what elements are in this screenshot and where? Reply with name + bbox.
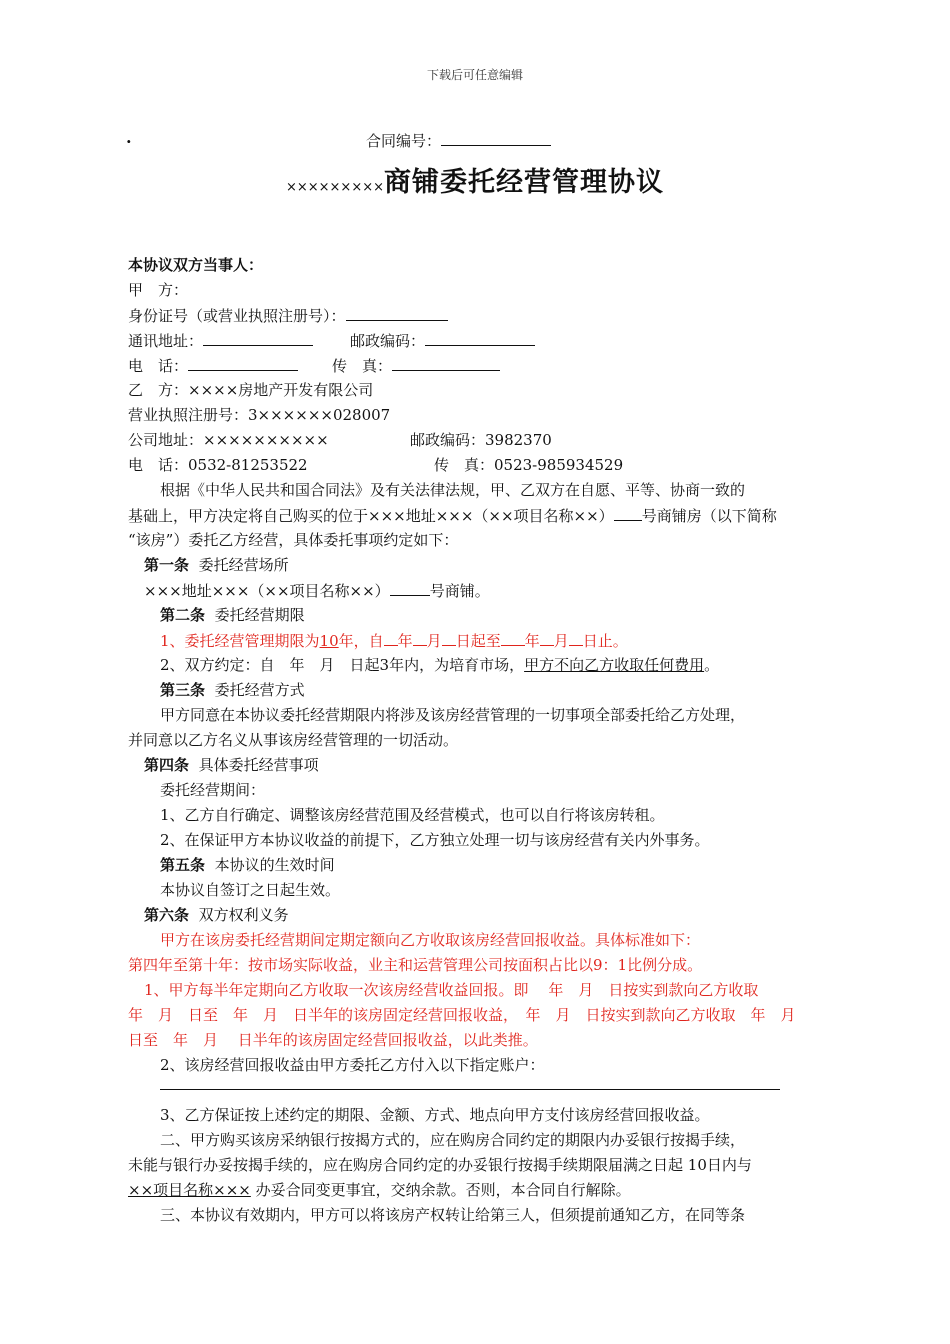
- article-1-text: [144, 580, 490, 601]
- party-a-fax-row: [332, 355, 500, 376]
- party-b-license: 营业执照注册号：3××××××028007: [128, 406, 391, 424]
- article-3-line-2: 并同意以乙方名义从事该房经营管理的一切活动。: [128, 731, 459, 749]
- art2-end-month-blank[interactable]: [540, 630, 554, 646]
- article-4-title: 第四条: [144, 756, 190, 774]
- para-2-line-2: 未能与银行办妥按揭手续的，应在购房合同约定的办妥银行按揭手续期限届满之日起 10日内与: [128, 1156, 752, 1174]
- para-2-line-3-rest: 办妥合同变更事宜，交纳余款。否则，本合同自行解除。: [250, 1181, 631, 1199]
- article-4-item-2: 2、在保证甲方本协议收益的前提下，乙方独立处理一切与该房经营有关内外事务。: [160, 831, 710, 849]
- title-prefix: ×××××××××: [285, 180, 385, 195]
- party-a-phone-row: [128, 355, 298, 376]
- party-b-address: 公司地址：××××××××××: [128, 431, 329, 449]
- para-2-project-name: ××项目名称×××: [128, 1181, 251, 1199]
- parties-heading: 本协议双方当事人：: [128, 256, 264, 274]
- intro-shop-number-blank[interactable]: [614, 505, 642, 521]
- contract-number: [366, 130, 551, 151]
- party-a-id-label: 身份证号（或营业执照注册号）：: [128, 307, 346, 325]
- party-a-phone-label: 电 话：: [128, 357, 189, 375]
- article-6-item-2: 2、该房经营回报收益由甲方委托乙方付入以下指定账户：: [160, 1056, 545, 1074]
- article-4-name: 具体委托经营事项: [198, 756, 319, 774]
- party-a-id-blank[interactable]: [346, 305, 448, 321]
- intro-line-2a: 基础上，甲方决定将自己购买的位于×××地址×××（××项目名称××）: [128, 507, 614, 525]
- art2-item1-g: 月: [553, 632, 569, 650]
- account-blank-line[interactable]: [160, 1089, 780, 1090]
- art2-item1-c: 年: [397, 632, 413, 650]
- art2-start-month-blank[interactable]: [413, 630, 427, 646]
- bullet-dot: .: [126, 128, 132, 147]
- para-2-line-1: 二、甲方购买该房采纳银行按揭方式的，应在购房合同约定的期限内办妥银行按揭手续，: [160, 1131, 746, 1149]
- article-2-title: 第二条: [160, 606, 206, 624]
- article-2-item-2: [160, 655, 719, 675]
- party-a-id-row: [128, 305, 448, 326]
- article-6-red-5: 日至 年 月 日半年的该房固定经营回报收益，以此类推。: [128, 1031, 538, 1049]
- title-main: 商铺委托经营管理协议: [384, 167, 665, 198]
- contract-number-blank[interactable]: [441, 130, 551, 146]
- article-1-title: 第一条: [144, 556, 190, 574]
- intro-line-2: [128, 505, 777, 526]
- art2-start-year-blank[interactable]: [384, 630, 398, 646]
- art2-end-year-blank[interactable]: [501, 630, 525, 646]
- party-a-postcode-row: [350, 330, 535, 351]
- art2-end-day-blank[interactable]: [569, 630, 583, 646]
- para-2-line-3: [128, 1180, 631, 1200]
- article-5-text: 本协议自签订之日起生效。: [160, 881, 341, 899]
- article-1-text-a: ×××地址×××（××项目名称××）: [144, 582, 390, 600]
- contract-number-label: 合同编号：: [366, 132, 442, 150]
- article-6-name: 双方权利义务: [198, 906, 289, 924]
- party-a-address-row: [128, 330, 313, 351]
- intro-line-2b: 号商铺房（以下简称: [641, 507, 777, 525]
- article-4-sub: 委托经营期间：: [160, 781, 266, 799]
- intro-line-1: 根据《中华人民共和国合同法》及有关法律法规，甲、乙双方在自愿、平等、协商一致的: [160, 481, 746, 499]
- art2-item1-years: 10: [319, 632, 339, 650]
- article-4-heading: [144, 755, 319, 775]
- article-2-item-1: [160, 630, 628, 651]
- article-1-shop-blank[interactable]: [390, 580, 430, 596]
- party-a-label: 甲 方：: [128, 281, 189, 299]
- party-b-postcode: 邮政编码：3982370: [410, 431, 552, 449]
- article-3-name: 委托经营方式: [214, 681, 305, 699]
- article-6-red-3: 1、甲方每半年定期向乙方收取一次该房经营收益回报。即 年 月 日按实到款向乙方收取: [144, 981, 759, 999]
- party-a-fax-label: 传 真：: [332, 357, 393, 375]
- article-6-red-4: 年 月 日至 年 月 日半年的该房固定经营回报收益， 年 月 日按实到款向乙方收取 年 月: [128, 1006, 796, 1024]
- party-a-postcode-blank[interactable]: [425, 330, 535, 346]
- article-1-heading: [144, 555, 289, 575]
- art2-item1-e: 日起至: [455, 632, 501, 650]
- art2-item2-b: 。: [704, 656, 720, 674]
- party-b-label: 乙 方：××××房地产开发有限公司: [128, 381, 374, 399]
- article-3-heading: [160, 680, 305, 700]
- party-a-fax-blank[interactable]: [392, 355, 500, 371]
- art2-item1-a: 1、委托经营管理期限为: [160, 632, 320, 650]
- art2-item1-f: 年: [524, 632, 540, 650]
- art2-item1-h: 日止。: [582, 632, 628, 650]
- art2-item2-a: 2、双方约定：自 年 月 日起3年内，为培育市场，: [160, 656, 525, 674]
- article-6-item-3: 3、乙方保证按上述约定的期限、金额、方式、地点向甲方支付该房经营回报收益。: [160, 1106, 710, 1124]
- party-b-fax: 传 真：0523-985934529: [434, 456, 624, 474]
- party-a-address-label: 通讯地址：: [128, 332, 204, 350]
- article-1-text-b: 号商铺。: [429, 582, 490, 600]
- article-5-name: 本协议的生效时间: [214, 856, 335, 874]
- party-b-phone: 电 话：0532-81253522: [128, 456, 308, 474]
- article-3-line-1: 甲方同意在本协议委托经营期限内将涉及该房经营管理的一切事项全部委托给乙方处理，: [160, 706, 746, 724]
- art2-item1-b: 年，自: [338, 632, 384, 650]
- article-5-title: 第五条: [160, 856, 206, 874]
- article-6-red-1: 甲方在该房委托经营期间定期定额向乙方收取该房经营回报收益。具体标准如下：: [160, 931, 701, 949]
- article-1-name: 委托经营场所: [198, 556, 289, 574]
- article-6-red-2: 第四年至第十年：按市场实际收益，业主和运营管理公司按面积占比以9：1比例分成。: [128, 956, 703, 974]
- article-6-heading: [144, 905, 289, 925]
- party-a-postcode-label: 邮政编码：: [350, 332, 426, 350]
- art2-item1-d: 月: [426, 632, 442, 650]
- article-6-title: 第六条: [144, 906, 190, 924]
- art2-item2-underlined: 甲方不向乙方收取任何费用: [524, 656, 705, 674]
- article-2-name: 委托经营期限: [214, 606, 305, 624]
- article-2-heading: [160, 605, 305, 625]
- page-header-note: 下载后可任意编辑: [426, 68, 523, 82]
- intro-line-3: “该房”）委托乙方经营，具体委托事项约定如下：: [128, 531, 459, 549]
- party-a-address-blank[interactable]: [203, 330, 313, 346]
- art2-start-day-blank[interactable]: [442, 630, 456, 646]
- para-3-line-1: 三、本协议有效期内，甲方可以将该房产权转让给第三人，但须提前通知乙方，在同等条: [160, 1206, 746, 1224]
- party-a-phone-blank[interactable]: [188, 355, 298, 371]
- article-5-heading: [160, 855, 335, 875]
- article-3-title: 第三条: [160, 681, 206, 699]
- document-title: [0, 160, 950, 199]
- article-4-item-1: 1、乙方自行确定、调整该房经营范围及经营模式，也可以自行将该房转租。: [160, 806, 665, 824]
